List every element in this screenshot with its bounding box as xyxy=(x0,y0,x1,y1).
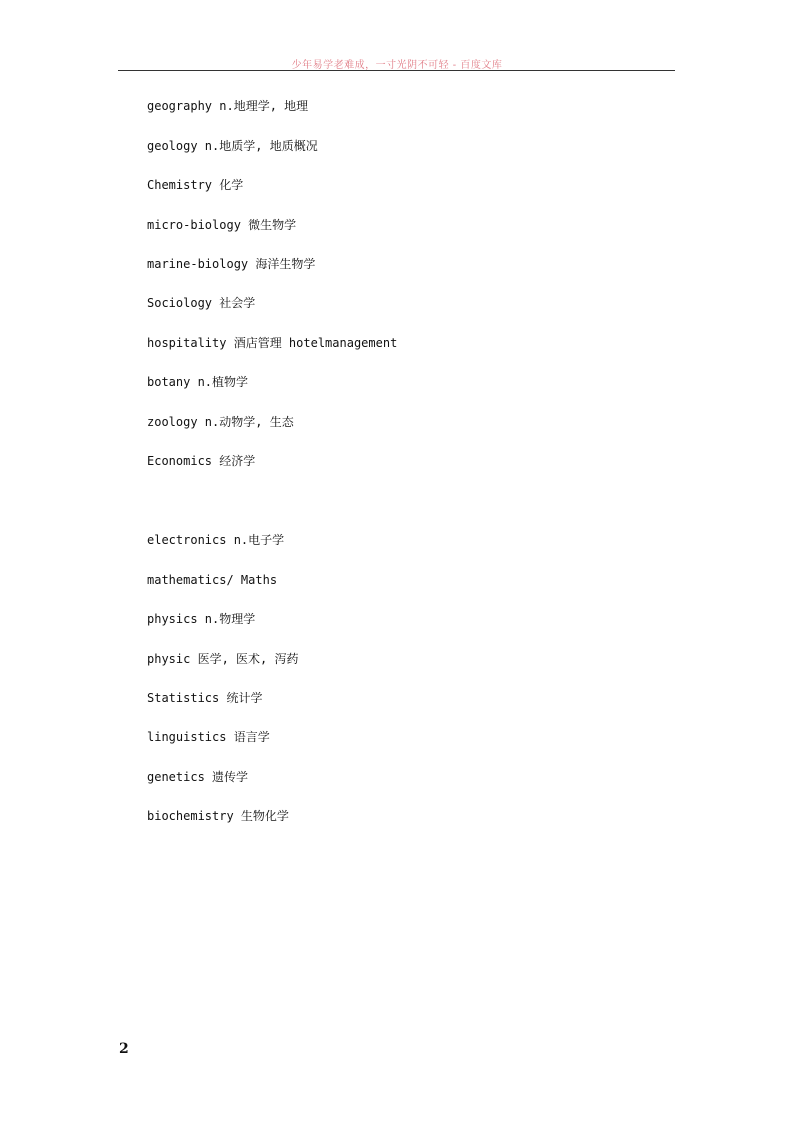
vocab-entry: linguistics 语言学 xyxy=(147,730,270,744)
vocab-entry: zoology n.动物学, 生态 xyxy=(147,415,294,429)
vocab-entry: Statistics 统计学 xyxy=(147,691,263,705)
vocab-entry: mathematics/ Maths xyxy=(147,573,278,587)
vocab-entry: micro-biology 微生物学 xyxy=(147,218,297,232)
vocab-entry: geography n.地理学, 地理 xyxy=(147,99,309,113)
page-number: 2 xyxy=(119,1041,129,1057)
vocab-entry: electronics n.电子学 xyxy=(147,533,285,547)
header-divider xyxy=(118,70,675,71)
vocab-entry: marine-biology 海洋生物学 xyxy=(147,257,316,271)
vocab-entry: geology n.地质学, 地质概况 xyxy=(147,139,318,153)
vocab-entry: hospitality 酒店管理 hotelmanagement xyxy=(147,336,398,350)
vocab-entry: Sociology 社会学 xyxy=(147,296,256,310)
vocab-entry: physic 医学, 医术, 泻药 xyxy=(147,652,299,666)
vocab-entry: physics n.物理学 xyxy=(147,612,256,626)
vocab-entry: Economics 经济学 xyxy=(147,454,256,468)
vocab-entry: botany n.植物学 xyxy=(147,375,249,389)
vocab-entry: biochemistry 生物化学 xyxy=(147,809,289,823)
header-text: 少年易学老难成，一寸光阴不可轻 - 百度文库 xyxy=(291,60,503,71)
vocab-entry: genetics 遗传学 xyxy=(147,770,249,784)
vocab-entry: Chemistry 化学 xyxy=(147,178,244,192)
